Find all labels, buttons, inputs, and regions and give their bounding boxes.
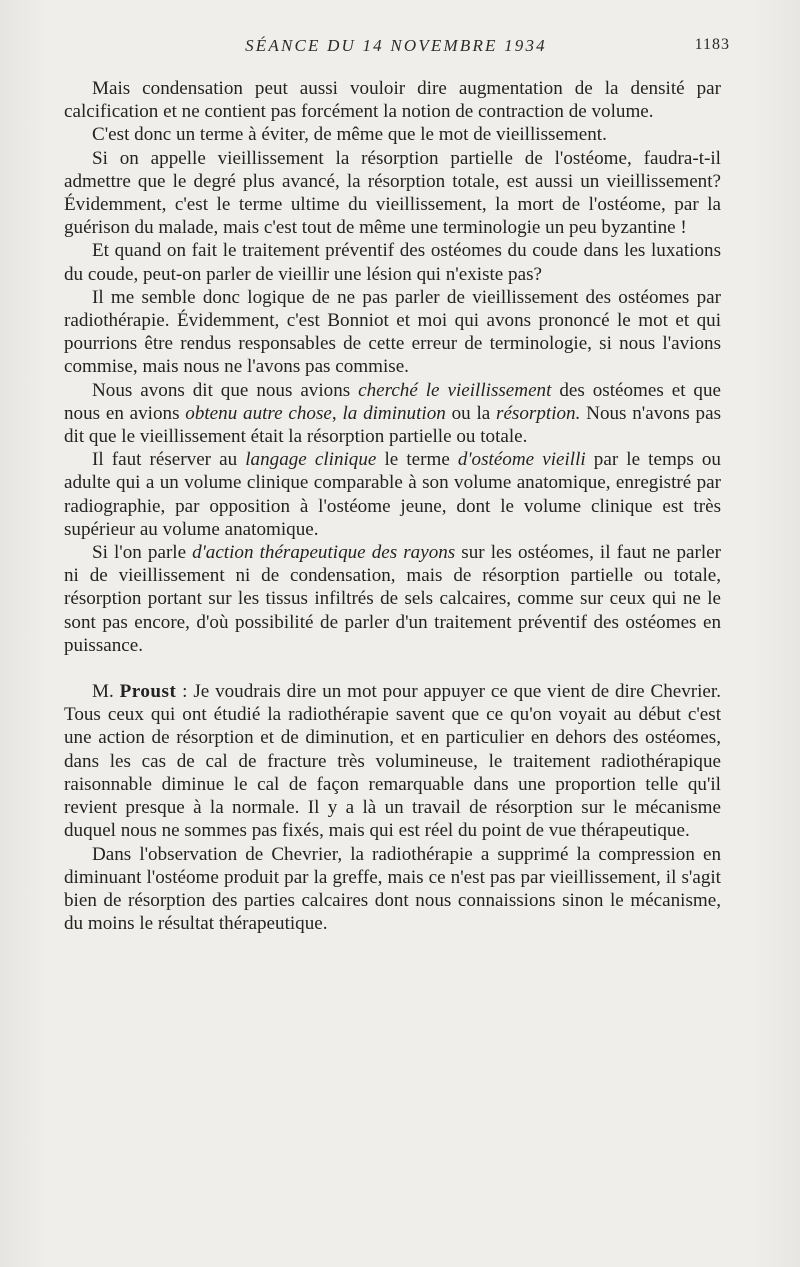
- italic-phrase: d'action thérapeutique des rayons: [192, 542, 456, 564]
- text-run: C'est donc un terme à éviter, de même que le mot de vieillissement.: [92, 124, 607, 146]
- text-run: Dans l'observation de Chevrier, la radiothérapie a supprimé la compression en diminuant l'ostéome produit par la greffe, mais ce n'est pas par vieillissement, il s'agit bien de résorption des parties calcaires dont nous connaissions sinon le mécanisme, du moins le résultat thérapeutique.: [64, 843, 721, 935]
- text-run: M.: [92, 681, 120, 703]
- paragraph: [64, 77, 721, 123]
- paragraph: [64, 448, 721, 541]
- paragraph: [64, 379, 721, 449]
- text-run: Si l'on parle: [92, 542, 193, 564]
- paragraph: [64, 286, 721, 379]
- speaker-name: Proust: [119, 681, 177, 703]
- paragraph: [64, 541, 721, 657]
- italic-phrase: résorption.: [496, 402, 581, 424]
- paragraph: [64, 147, 721, 240]
- italic-phrase: langage clinique: [245, 449, 377, 471]
- text-run: : Je voudrais dire un mot pour appuyer ce que vient de dire Chevrier. Tous ceux qui ont étudié la radiothérapie savent que ce qu'on voyait au début c'est une action de résorption et de diminution, et en particulier en dehors des ostéomes, dans les cas de cal de fracture très volumineuse, le traitement radiothérapique raisonnable diminue le cal de façon remarquable dans une proportion telle qu'il revient presque à la normale. Il y a là un travail de résorption sur le mécanisme duquel nous ne sommes pas fixés, mais qui est réel du point de vue thérapeutique.: [64, 681, 721, 842]
- text-run: ,: [331, 402, 343, 424]
- page-header: [64, 36, 728, 60]
- italic-phrase: cherché le vieillissement: [358, 379, 552, 401]
- text-run: ou la: [445, 402, 497, 424]
- italic-phrase: d'ostéome vieilli: [457, 449, 586, 471]
- text-run: Mais condensation peut aussi vouloir dire augmentation de la densité par calcification et ne contient pas forcément la notion de contraction de volume.: [64, 78, 721, 123]
- paragraph: [64, 239, 721, 285]
- text-run: des ostéomes et que nous en avions: [64, 379, 721, 424]
- text-run: Il me semble donc logique de ne pas parler de vieillissement des ostéomes par radiothérapie. Évidemment, c'est Bonniot et moi qui avons prononcé le mot et qui pourrions être rendus responsables de cette erreur de terminologie, si nous l'avions commise, mais nous ne l'avons pas commise.: [64, 286, 721, 378]
- running-title: SÉANCE DU 14 NOVEMBRE 1934: [245, 36, 547, 55]
- text-run: Nous n'avons pas dit que le vieillissement était la résorption partielle ou totale.: [64, 402, 722, 448]
- body-text: [64, 77, 721, 935]
- text-run: par le temps ou adulte qui a un volume clinique comparable à son volume anatomique, enregistré par radiographie, par opposition à l'ostéome jeune, dont le volume clinique est très supérieur au volume anatomique.: [64, 449, 721, 540]
- text-run: Et quand on fait le traitement préventif des ostéomes du coude dans les luxations du coude, peut-on parler de vieillir une lésion qui n'existe pas?: [64, 240, 721, 285]
- italic-phrase: la diminution: [342, 402, 446, 424]
- text-run: Nous avons dit que nous avions: [92, 379, 359, 401]
- speaker-paragraph: [64, 680, 721, 842]
- italic-phrase: obtenu autre chose: [185, 402, 332, 424]
- text-run: Si on appelle vieillissement la résorption partielle de l'ostéome, faudra-t-il admettre que le degré plus avancé, la résorption totale, est aussi un vieillissement? Évidemment, c'est le terme ultime du vieillissement, la mort de l'ostéome, par la guérison du malade, mais c'est tout de même une terminologie un peu byzantine !: [64, 147, 721, 239]
- paragraph: [64, 843, 721, 936]
- text-run: le terme: [376, 449, 458, 471]
- text-run: sur les ostéomes, il faut ne parler ni de vieillissement ni de condensation, mais de résorption partielle ou totale, résorption portant sur les tissus infiltrés de sels calcaires, comme sur ceux qui ne le sont pas encore, d'où possibilité de parler d'un traitement préventif des ostéomes en puissance.: [64, 542, 721, 656]
- paragraph: [64, 123, 721, 146]
- text-run: Il faut réserver au: [92, 449, 246, 471]
- page-number: 1183: [694, 36, 730, 53]
